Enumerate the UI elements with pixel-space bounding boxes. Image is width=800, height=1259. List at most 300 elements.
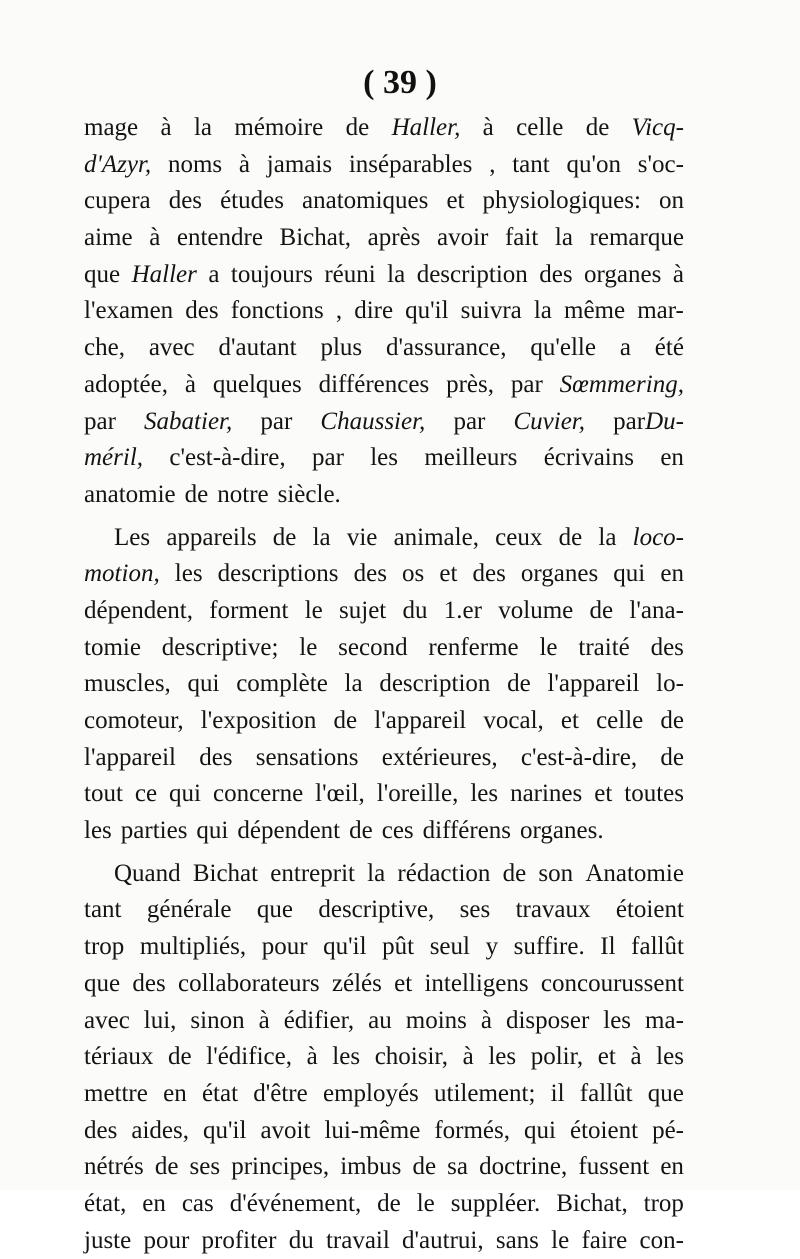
word: au (368, 1006, 392, 1034)
word: complète (236, 670, 328, 698)
word: à (462, 1043, 474, 1071)
word: volume (498, 596, 574, 624)
word: utilement; (434, 1079, 536, 1107)
word: , (489, 150, 496, 178)
word: travail (325, 1226, 390, 1254)
word: lui-même (324, 1116, 421, 1144)
word: sensations (255, 743, 359, 771)
word: physiologiques: (482, 187, 641, 215)
word: pour (143, 1226, 190, 1254)
word: description (379, 670, 491, 698)
word: ses (459, 896, 491, 924)
word: adoptée, (84, 370, 168, 398)
word: études (220, 187, 284, 215)
word: en (660, 560, 684, 588)
word: mémoire (234, 114, 324, 141)
word: que (647, 1079, 684, 1107)
word: et (594, 780, 613, 808)
text-line (84, 220, 684, 257)
word: différens (422, 817, 512, 845)
word: étoient (570, 1116, 639, 1144)
word: Bichat (192, 859, 259, 887)
word: des (185, 297, 219, 325)
word: Bichat, (556, 1189, 628, 1217)
word: cupera (84, 187, 151, 215)
word: lui, (143, 1006, 177, 1034)
word: la (344, 670, 363, 698)
word: le (299, 633, 318, 661)
text-line (84, 330, 684, 367)
word: du (402, 596, 428, 624)
word: descriptive, (318, 896, 435, 924)
word: Cuvier, (513, 407, 586, 435)
word: dire (354, 297, 394, 325)
word: état, (84, 1189, 127, 1217)
word: organes (584, 260, 662, 288)
word: de (502, 859, 527, 887)
word: descriptive; (161, 633, 279, 661)
word: l'oreille, (376, 780, 459, 808)
word: description (416, 260, 528, 288)
word: loco- (632, 523, 684, 551)
word: des (650, 633, 684, 661)
word: ma- (645, 1006, 684, 1034)
word: de (412, 1153, 437, 1181)
word: des (84, 1116, 118, 1144)
word: celle (596, 707, 644, 734)
word: son (538, 859, 574, 887)
word: dépendent, (84, 596, 193, 624)
word: qui (169, 780, 201, 808)
text-line (84, 1149, 684, 1186)
word: par (84, 407, 116, 435)
word: choisir, (374, 1043, 448, 1071)
word: de (349, 817, 373, 845)
word: méril, (84, 444, 144, 472)
word: tout (84, 780, 123, 808)
word: qui (196, 817, 229, 845)
word: à (630, 1043, 642, 1071)
word: sinon (190, 1006, 245, 1034)
word: concerne (212, 780, 304, 808)
word: aides, (131, 1116, 189, 1144)
text-line (84, 966, 684, 1003)
word: remarque (589, 224, 684, 252)
word: parties (120, 817, 188, 845)
word: concourussent (540, 969, 684, 997)
page-number: ( 39 ) (363, 64, 437, 101)
word: extérieures, (381, 743, 498, 771)
word: lo- (656, 670, 684, 698)
word: fonctions (230, 297, 324, 325)
word: réuni (324, 260, 376, 288)
word: de (272, 523, 297, 551)
word: motion, (84, 560, 160, 588)
word: rédaction (397, 859, 491, 887)
word: organes (520, 560, 599, 588)
word: suivra (460, 297, 522, 325)
word: de (333, 707, 358, 734)
word: celle (516, 114, 564, 141)
word: moins (405, 1006, 467, 1034)
word: pût (382, 933, 415, 961)
word: les (174, 560, 203, 588)
word: Haller, (391, 114, 461, 141)
word: mar- (637, 297, 684, 325)
word: vocal, (483, 707, 544, 734)
word: tant (84, 896, 122, 924)
word: employés (322, 1079, 419, 1107)
word: de (660, 743, 684, 771)
word: Chaussier, (320, 407, 426, 435)
word: de (168, 1043, 192, 1071)
text-line (84, 666, 684, 703)
word: le (416, 1189, 435, 1217)
word: collaborateurs (178, 969, 320, 997)
word: la (554, 224, 573, 252)
text-line (84, 740, 684, 777)
word: toujours (230, 260, 313, 288)
word: des (168, 187, 203, 215)
word: multipliés, (139, 933, 247, 961)
word: Sœmmering, (559, 370, 684, 398)
word: l'exposition (200, 707, 317, 734)
word: zélés (331, 969, 382, 997)
word: en (163, 1079, 187, 1107)
word: siècle. (277, 480, 341, 508)
word: près, (446, 370, 494, 398)
word: animale, (393, 523, 479, 551)
word: notre (217, 480, 269, 508)
text-line (84, 630, 684, 667)
word: l'appareil (374, 707, 467, 734)
word: les (656, 1043, 684, 1071)
word: à (238, 150, 251, 178)
word: et (439, 560, 458, 588)
word: jamais (266, 150, 333, 178)
word: comoteur, (84, 707, 184, 734)
word: l'appareil (84, 743, 176, 771)
word: les (332, 1043, 361, 1071)
word: suppléer. (450, 1189, 541, 1217)
word: narines (510, 780, 583, 808)
word: organes. (520, 817, 604, 845)
body-text (84, 110, 684, 1259)
word: écrivains (543, 444, 634, 472)
word: nétrés (84, 1153, 144, 1181)
word: tant (512, 150, 550, 178)
word: ce (134, 780, 158, 808)
word: qui (613, 560, 646, 588)
word: qui (524, 1116, 556, 1144)
text-line (84, 703, 684, 740)
word: les (470, 780, 499, 808)
word: formés, (434, 1116, 510, 1144)
word: il (550, 1079, 565, 1107)
word: Haller (131, 260, 197, 288)
word: par (260, 407, 293, 435)
word: à (184, 370, 196, 398)
word: que (84, 969, 121, 997)
word: édifier, (283, 1006, 355, 1034)
word: s'oc- (637, 150, 684, 178)
word: de (589, 596, 614, 624)
word: tomie (84, 633, 141, 661)
word: en (660, 444, 684, 472)
word: forment (209, 596, 289, 624)
word: muscles, (84, 670, 171, 698)
word: du (288, 1226, 314, 1254)
word: ses (189, 1153, 221, 1181)
word: de (154, 1153, 179, 1181)
word: plus (320, 334, 363, 362)
word: de (377, 1189, 401, 1217)
word: à (482, 114, 494, 141)
word: ceux (495, 523, 543, 551)
word: de (507, 670, 531, 698)
word: d'événement, (229, 1189, 362, 1217)
text-line (84, 1003, 684, 1040)
text-line (84, 813, 684, 850)
word: entendre (176, 224, 263, 252)
word: avoir (437, 224, 489, 252)
word: y (485, 933, 499, 961)
word: et (597, 1043, 616, 1071)
word: des (472, 560, 506, 588)
word: d'Azyr, (84, 150, 152, 178)
word: tériaux (84, 1043, 154, 1071)
word: disposer (505, 1006, 590, 1034)
word: faire (581, 1226, 628, 1254)
word: et (560, 707, 579, 734)
word: on (658, 187, 684, 215)
word: polir, (530, 1043, 584, 1071)
word: avoit (260, 1116, 311, 1144)
word: inséparables (348, 150, 473, 178)
word: générale (146, 896, 232, 924)
word: entreprit (270, 859, 355, 887)
word: imbus (340, 1153, 402, 1181)
word: en (142, 1189, 166, 1217)
word: con- (639, 1226, 684, 1254)
text-line (84, 440, 684, 477)
text-line (84, 892, 684, 929)
word: Sabatier, (144, 407, 233, 435)
word: différences (318, 370, 430, 398)
word: descriptions (217, 560, 339, 588)
word: des (539, 260, 573, 288)
word: la (598, 523, 617, 551)
word: juste (84, 1226, 132, 1254)
word: étoient (615, 896, 684, 924)
word: les (488, 1043, 517, 1071)
word: traité (578, 633, 630, 661)
word: à (306, 1043, 318, 1071)
text-line (84, 556, 684, 593)
word: la (312, 523, 331, 551)
word: après (367, 224, 421, 252)
word: et (446, 187, 465, 215)
word: profiter (201, 1226, 277, 1254)
word: le (551, 1226, 570, 1254)
word: doctrine, (479, 1153, 568, 1181)
word: à (149, 224, 161, 252)
word: en (660, 1153, 684, 1181)
word: mettre (84, 1079, 148, 1107)
text-line (84, 477, 684, 514)
text-line (84, 404, 684, 441)
word: le (304, 596, 323, 624)
text-line (84, 293, 684, 330)
word: et (394, 969, 413, 997)
word: l'édifice, (206, 1043, 292, 1071)
word: des (199, 743, 233, 771)
word: pour (261, 933, 308, 961)
word: second (338, 633, 408, 661)
word: Anatomie (585, 859, 684, 887)
word: dépendent (237, 817, 341, 845)
word: qu'il (405, 297, 449, 325)
word: sans (495, 1226, 539, 1254)
word: été (654, 334, 684, 362)
word: Vicq- (631, 114, 684, 141)
text-line (84, 1223, 684, 1259)
word: le (539, 633, 558, 661)
text-line (84, 183, 684, 220)
word: 1.er (443, 596, 482, 624)
word: sujet (339, 596, 387, 624)
text-line (84, 367, 684, 404)
word: c'est-à-dire, (169, 444, 286, 472)
word: trop (84, 933, 125, 961)
word: des (353, 560, 387, 588)
word: la (367, 859, 386, 887)
text-line (84, 1186, 684, 1223)
word: par (311, 444, 344, 472)
word: à (160, 114, 172, 141)
word: les (84, 817, 112, 845)
word: des (132, 969, 166, 997)
word: à (480, 1006, 492, 1034)
text-line (84, 257, 684, 294)
word: par (510, 370, 543, 398)
word: de (184, 480, 209, 508)
word: d'assurance, (386, 334, 507, 362)
word: a (619, 334, 631, 362)
word: Bichat, (279, 224, 352, 252)
word: intelligens (424, 969, 529, 997)
word: la (533, 297, 552, 325)
word: mage (84, 114, 139, 141)
word: l'examen (84, 297, 174, 325)
word: seul (429, 933, 470, 961)
word: travaux (515, 896, 591, 924)
word: de (558, 523, 583, 551)
word: che, (84, 334, 125, 362)
text-line (84, 593, 684, 630)
word: Les (114, 523, 151, 551)
text-line (84, 147, 684, 184)
word: Quand (114, 859, 181, 887)
word: quelques (212, 370, 302, 398)
word: principes, (231, 1153, 330, 1181)
word: qu'il (323, 933, 367, 961)
word: avec (148, 334, 195, 362)
word: d'être (253, 1079, 308, 1107)
word: Il (600, 933, 616, 961)
word: les (603, 1006, 632, 1034)
word: anatomie (84, 480, 176, 508)
word: l'œil, (315, 780, 365, 808)
text-line (84, 1039, 684, 1076)
text-line (84, 776, 684, 813)
word: suffire. (513, 933, 585, 961)
word: de (660, 707, 684, 734)
word: l'ana- (629, 596, 684, 624)
word: avec (84, 1006, 130, 1034)
word: à (258, 1006, 270, 1034)
word: la (193, 114, 213, 141)
word: sa (447, 1153, 468, 1181)
word: appareils (166, 523, 257, 551)
word: qui (187, 670, 220, 698)
word: cas (181, 1189, 214, 1217)
word: que (256, 896, 293, 924)
word: l'appareil (547, 670, 640, 698)
word: fallût (579, 1079, 633, 1107)
word: toutes (624, 780, 684, 808)
text-line (84, 520, 684, 557)
word: fussent (578, 1153, 650, 1181)
word: que (84, 260, 121, 288)
word: noms (167, 150, 223, 178)
word: la (387, 260, 406, 288)
text-line (84, 110, 684, 147)
word: os (402, 560, 425, 588)
word: de (345, 114, 370, 141)
word: aime (84, 224, 133, 252)
word: renferme (428, 633, 519, 661)
word: qu'elle (530, 334, 596, 362)
text-line (84, 856, 684, 893)
word: état (201, 1079, 239, 1107)
word: a (208, 260, 220, 288)
word: les (370, 444, 399, 472)
word: fallût (631, 933, 684, 961)
word: par (453, 407, 486, 435)
text-line (84, 1113, 684, 1150)
text-line (84, 929, 684, 966)
word: parDu- (613, 407, 684, 435)
word: c'est-à-dire, (520, 743, 638, 771)
word: fait (504, 224, 539, 252)
word: qu'on (566, 150, 622, 178)
text-line (84, 1076, 684, 1113)
word: ces (381, 817, 414, 845)
word: à (672, 260, 684, 288)
word: vie (346, 523, 378, 551)
word: trop (643, 1189, 684, 1217)
word: de (585, 114, 610, 141)
word: d'autrui, (402, 1226, 484, 1254)
word: d'autant (218, 334, 297, 362)
word: , (335, 297, 343, 325)
word: meilleurs (424, 444, 518, 472)
word: même (564, 297, 626, 325)
word: anatomiques (302, 187, 429, 215)
word: qu'il (203, 1116, 247, 1144)
word: pé- (652, 1116, 684, 1144)
